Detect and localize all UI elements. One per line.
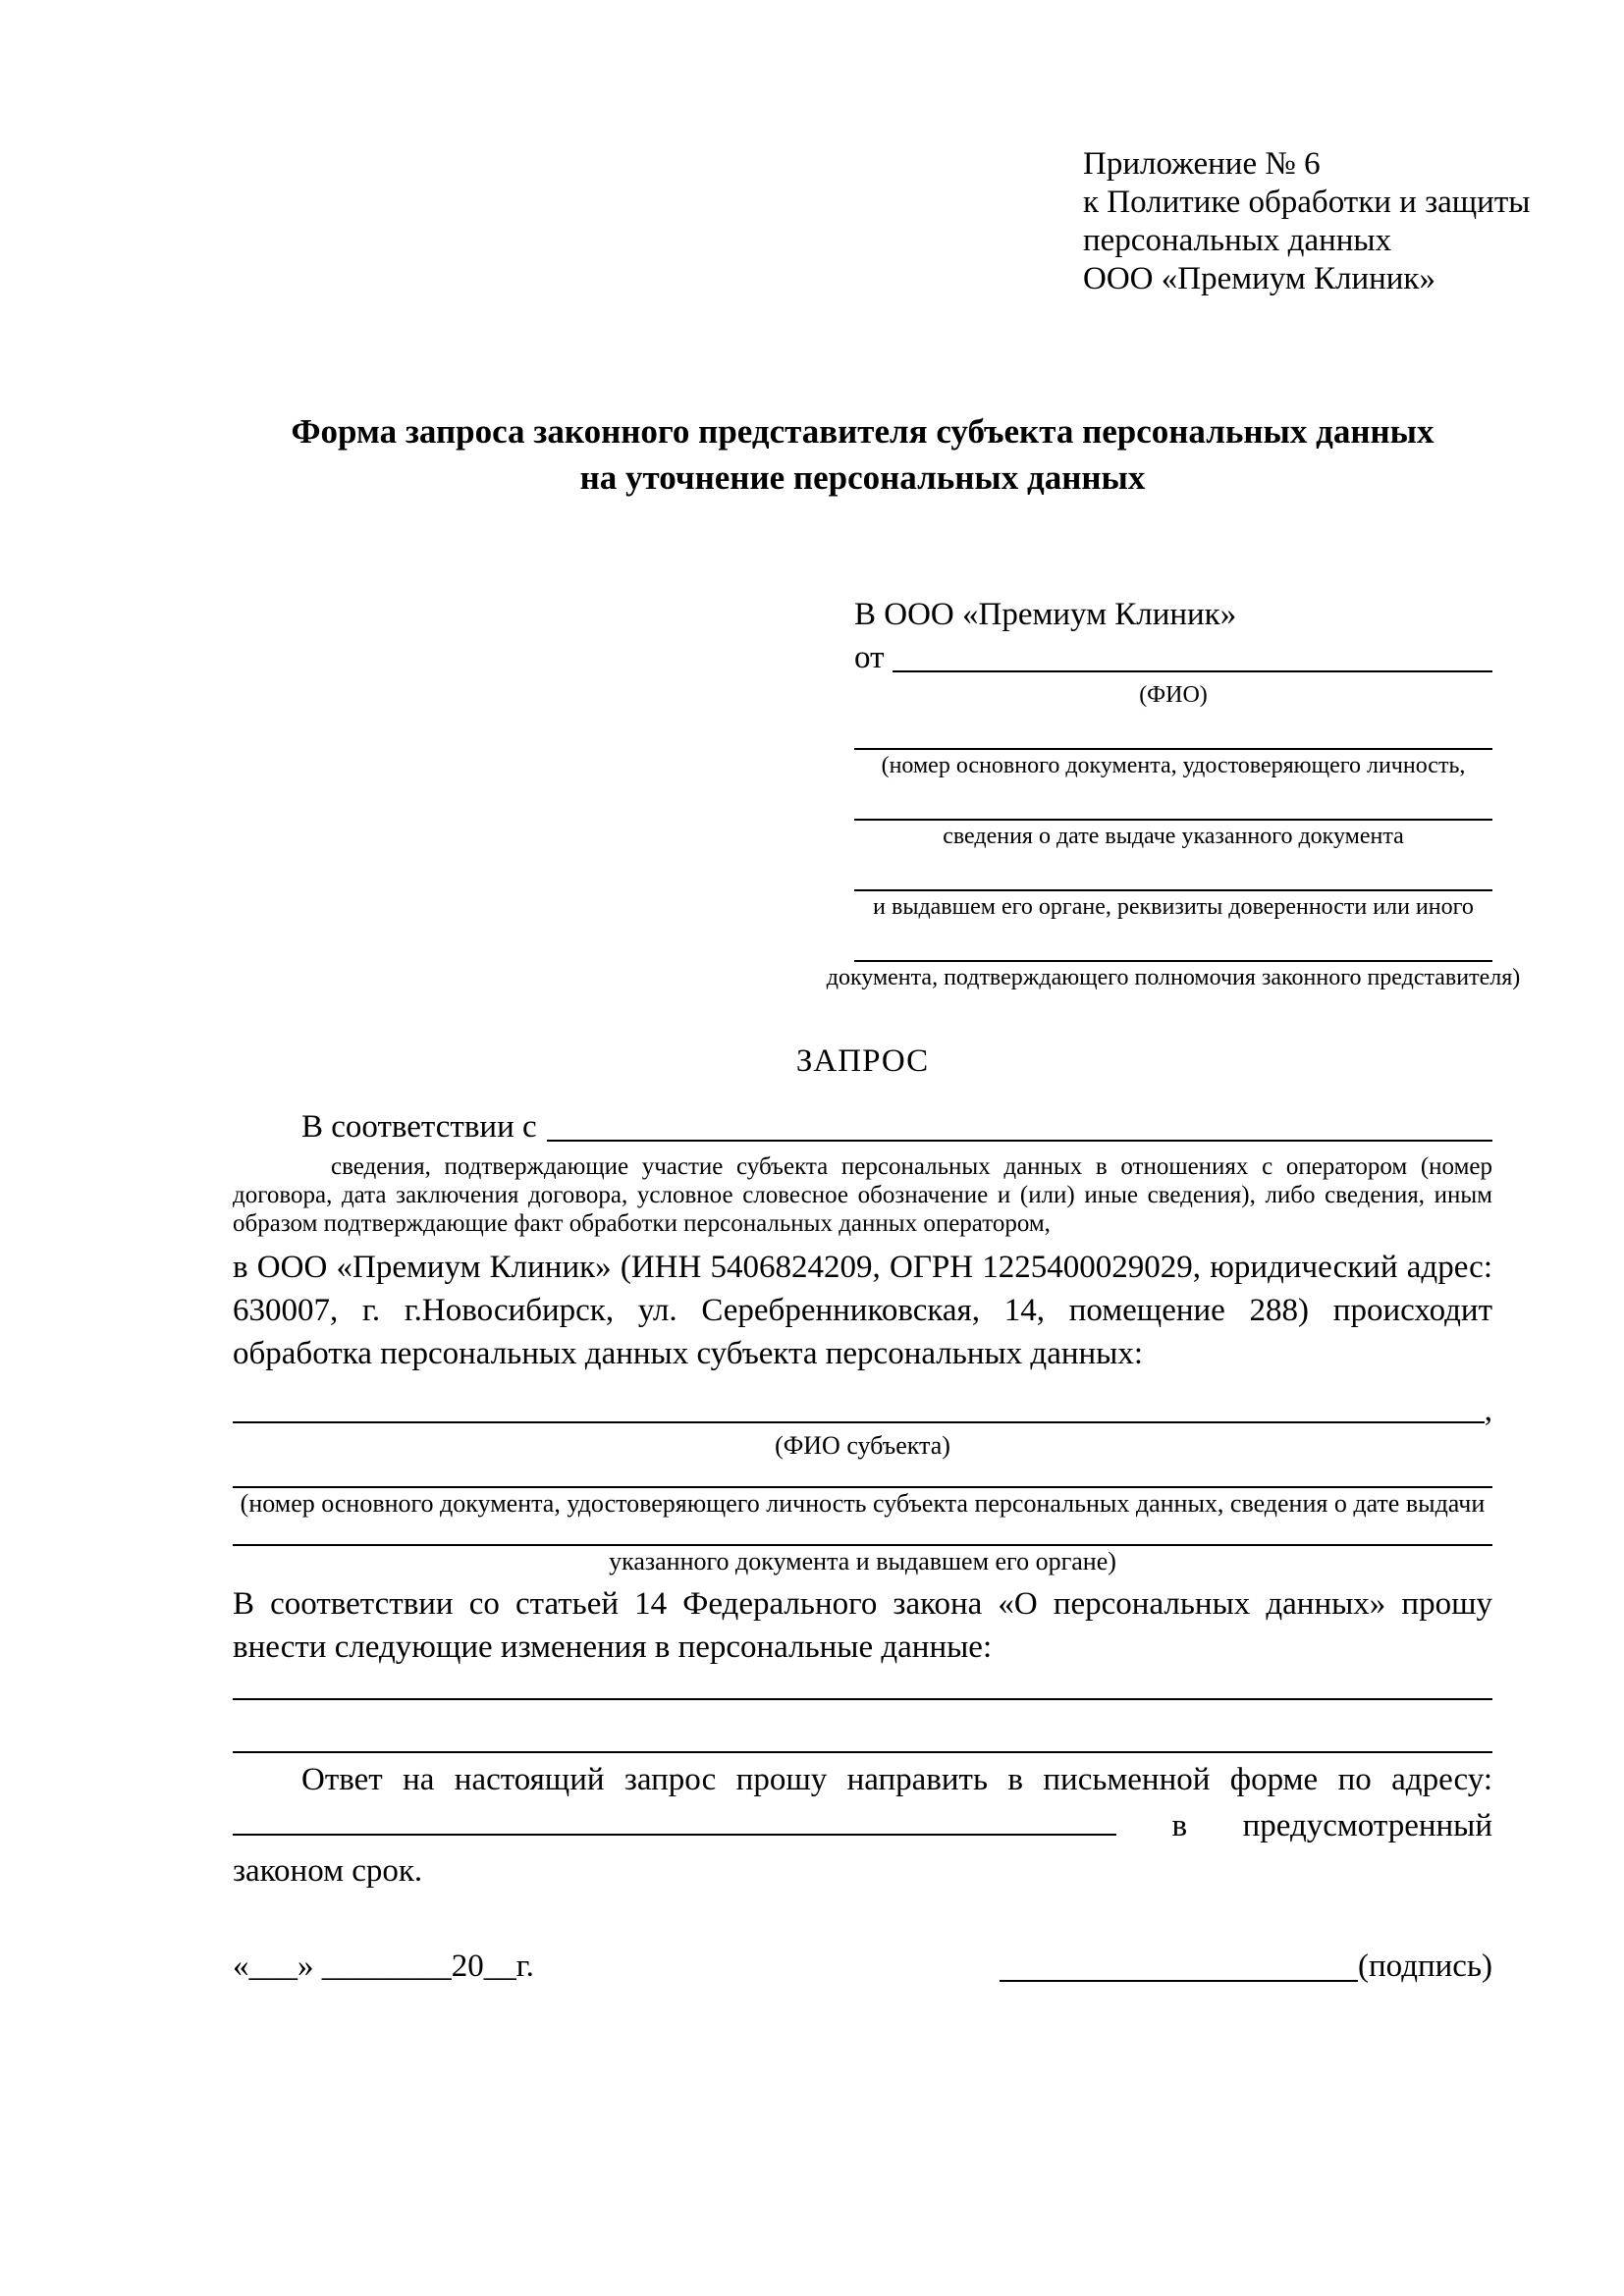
date-template: «___» ________20__г.: [233, 1949, 534, 1985]
subject-fio-fill-line: [233, 1391, 1485, 1423]
fio-fill-line: [893, 636, 1493, 672]
appendix-header-line: персональных данных: [1083, 223, 1392, 258]
subject-document-fill-line: [233, 1461, 1492, 1488]
from-row: [854, 636, 1492, 679]
issue-date-fill-line: [854, 779, 1492, 821]
appendix-header: [1083, 145, 1531, 298]
basis-row: [233, 1105, 1492, 1148]
appendix-header-line: ООО «Премиум Клиник»: [1083, 261, 1435, 296]
changes-fill-line-1: [233, 1669, 1492, 1700]
issuing-authority-caption: и выдавшем его органе, реквизиты доверенности или иного: [873, 894, 1474, 920]
authority-document-fill-line: [854, 921, 1492, 962]
document-number-fill-line: [854, 709, 1492, 750]
appendix-header-line: Приложение № 6: [1083, 146, 1321, 182]
issue-date-caption: сведения о дате выдаче указанного документа: [943, 824, 1404, 849]
signature-group: [1000, 1945, 1492, 1988]
addressee-block: [826, 593, 1521, 991]
form-title: [233, 408, 1492, 501]
authority-document-caption: документа, подтверждающего полномочия законного представителя): [826, 965, 1521, 990]
form-title-line-2: на уточнение персональных данных: [579, 458, 1146, 497]
subject-document-caption-1: (номер основного документа, удостоверяющего личность субъекта персональных данных, сведения о дате выдачи: [240, 1489, 1486, 1519]
subject-document-caption-2: указанного документа и выдавшем его органе): [609, 1547, 1116, 1576]
document-number-caption: (номер основного документа, удостоверяющего личность,: [881, 753, 1466, 778]
subject-fio-row: [233, 1391, 1492, 1430]
basis-footnote: сведения, подтверждающие участие субъекта персональных данных в отношениях с оператором (номер договора, дата заключения договора, условное словесное обозначение и (или) иные сведения), либо сведения, иным образом подтверждающие факт обработки персональных данных оператором,: [233, 1153, 1492, 1238]
response-text-1: Ответ на настоящий запрос прошу направить в письменной форме по адресу:: [301, 1762, 1492, 1798]
response-text-2: в предусмотренный: [1171, 1808, 1492, 1844]
basis-fill-line: [547, 1105, 1492, 1142]
from-label: от: [854, 640, 885, 675]
signature-fill-line: [1000, 1947, 1358, 1982]
law-paragraph: В соответствии со статьей 14 Федерального закона «О персональных данных» прошу внести следующие изменения в персональные данные:: [233, 1586, 1492, 1666]
response-paragraph: [233, 1757, 1492, 1894]
addressee-to: В ООО «Премиум Клиник»: [854, 597, 1237, 632]
signing-row: [233, 1945, 1492, 1988]
subject-fio-caption: (ФИО субъекта): [775, 1431, 950, 1461]
fio-caption: (ФИО): [1139, 682, 1208, 708]
appendix-header-line: к Политике обработки и защиты: [1083, 185, 1531, 220]
response-text-3: законом срок.: [233, 1853, 423, 1890]
issuing-authority-fill-line: [854, 850, 1492, 891]
request-heading: ЗАПРОС: [795, 1043, 930, 1079]
operator-paragraph: в ООО «Премиум Клиник» (ИНН 5406824209, ОГРН 1225400029029, юридический адрес: 630007, г. г.Новосибирск, ул. Серебренниковская, 14, помещение 288) происходит обработка персональных данных субъекта персональных данных:: [233, 1250, 1492, 1372]
basis-lead-text: В соответствии с: [301, 1109, 537, 1146]
response-address-fill-line: [233, 1802, 1116, 1836]
signature-caption: (подпись): [1358, 1949, 1492, 1985]
changes-fill-line-2: [233, 1700, 1492, 1753]
form-title-line-1: Форма запроса законного представителя субъекта персональных данных: [291, 412, 1435, 451]
subject-fio-comma: ,: [1484, 1393, 1492, 1429]
subject-document-fill-line-2: [233, 1519, 1492, 1546]
page-content: [233, 0, 1531, 1988]
